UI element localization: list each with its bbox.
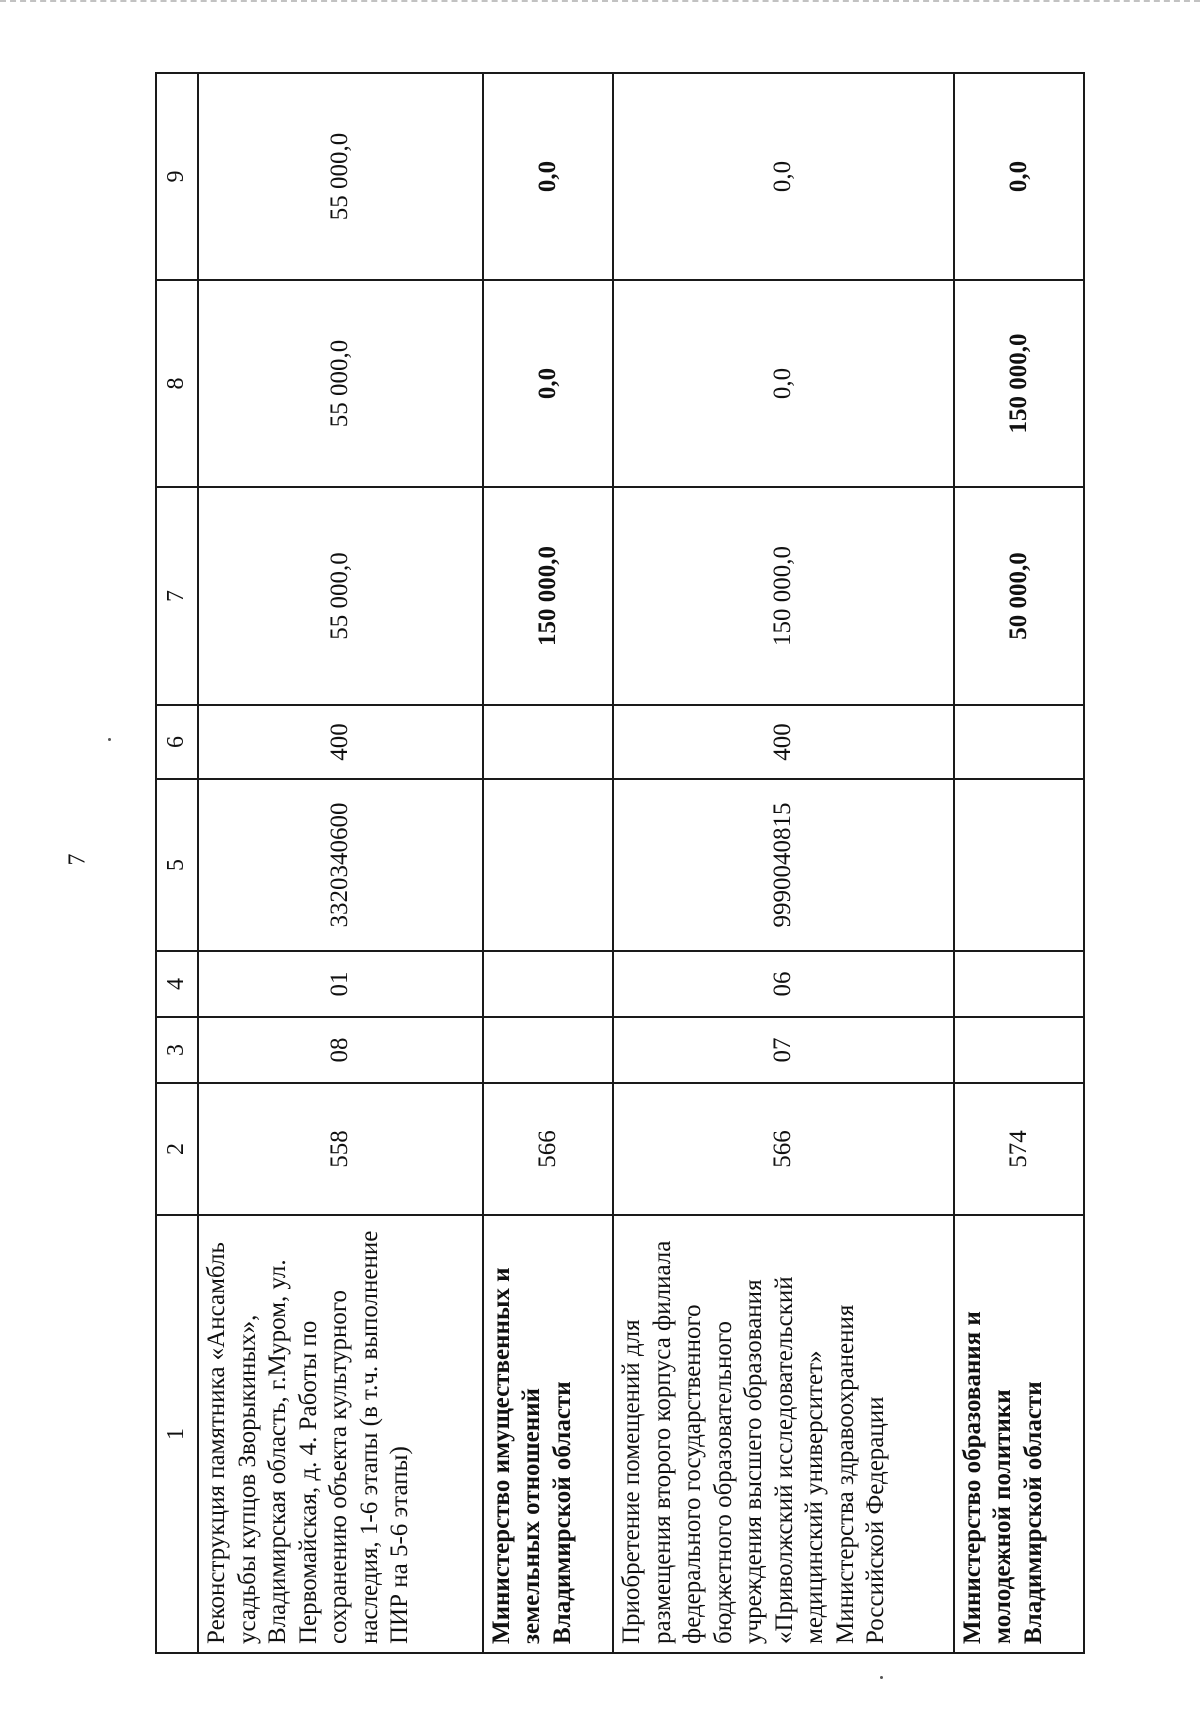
ministry-code-cell: 566: [613, 1083, 954, 1215]
target-article-cell: 9990040815: [613, 779, 954, 951]
scan-speck: [108, 738, 111, 741]
target-article-cell: [483, 779, 613, 951]
expense-type-cell: 400: [198, 705, 483, 779]
expense-type-cell: 400: [613, 705, 954, 779]
row-name-cell: Приобретение помещений для размещения второго корпуса филиала федерального государственного бюджетного образовательного учреждения высшего образования «Приволжский исследовательский медицинский университет» Министерства здравоохранения Российской Федерации: [613, 1215, 954, 1653]
column-header: 3: [156, 1017, 198, 1083]
column-header: 7: [156, 487, 198, 705]
amount-cell: 55 000,0: [198, 487, 483, 705]
amount-cell: 50 000,0: [954, 487, 1084, 705]
column-header: 2: [156, 1083, 198, 1215]
amount-cell: 0,0: [483, 73, 613, 280]
amount-cell: 150 000,0: [954, 280, 1084, 487]
amount-cell: 0,0: [613, 280, 954, 487]
ministry-code-cell: 574: [954, 1083, 1084, 1215]
table-row: [954, 73, 1084, 1653]
expense-type-cell: [954, 705, 1084, 779]
subsection-code-cell: [954, 951, 1084, 1017]
subsection-code-cell: 06: [613, 951, 954, 1017]
amount-cell: 150 000,0: [483, 487, 613, 705]
column-header: 6: [156, 705, 198, 779]
section-code-cell: [483, 1017, 613, 1083]
table-row: [613, 73, 954, 1653]
table-header-row: [156, 73, 198, 1653]
amount-cell: 55 000,0: [198, 73, 483, 280]
section-code-cell: [954, 1017, 1084, 1083]
expense-type-cell: [483, 705, 613, 779]
rotated-table-wrapper: [155, 74, 1085, 1654]
section-code-cell: 08: [198, 1017, 483, 1083]
amount-cell: 55 000,0: [198, 280, 483, 487]
ministry-code-cell: 558: [198, 1083, 483, 1215]
amount-cell: 150 000,0: [613, 487, 954, 705]
table-row: [198, 73, 483, 1653]
subsection-code-cell: [483, 951, 613, 1017]
table-row: [483, 73, 613, 1653]
section-code-cell: 07: [613, 1017, 954, 1083]
page-number: 7: [64, 853, 91, 866]
row-name-cell: Реконструкция памятника «Ансамбль усадьбы купцов Зворыкиных», Владимирская область, г.Муром, ул. Первомайская, д. 4. Работы по сохранению объекта культурного наследия, 1-6 этапы (в т.ч. выполнение ПИР на 5-6 этапы): [198, 1215, 483, 1653]
column-header: 5: [156, 779, 198, 951]
amount-cell: 0,0: [483, 280, 613, 487]
subsection-code-cell: 01: [198, 951, 483, 1017]
amount-cell: 0,0: [954, 73, 1084, 280]
column-header: 8: [156, 280, 198, 487]
column-header: 1: [156, 1215, 198, 1653]
target-article-cell: [954, 779, 1084, 951]
column-header: 4: [156, 951, 198, 1017]
ministry-code-cell: 566: [483, 1083, 613, 1215]
target-article-cell: 3320340600: [198, 779, 483, 951]
budget-table: [155, 72, 1085, 1654]
column-header: 9: [156, 73, 198, 280]
row-name-cell: Министерство имущественных и земельных отношений Владимирской области: [483, 1215, 613, 1653]
scan-speck: [880, 1676, 883, 1679]
amount-cell: 0,0: [613, 73, 954, 280]
row-name-cell: Министерство образования и молодежной политики Владимирской области: [954, 1215, 1084, 1653]
scan-edge-line: [0, 0, 1200, 4]
